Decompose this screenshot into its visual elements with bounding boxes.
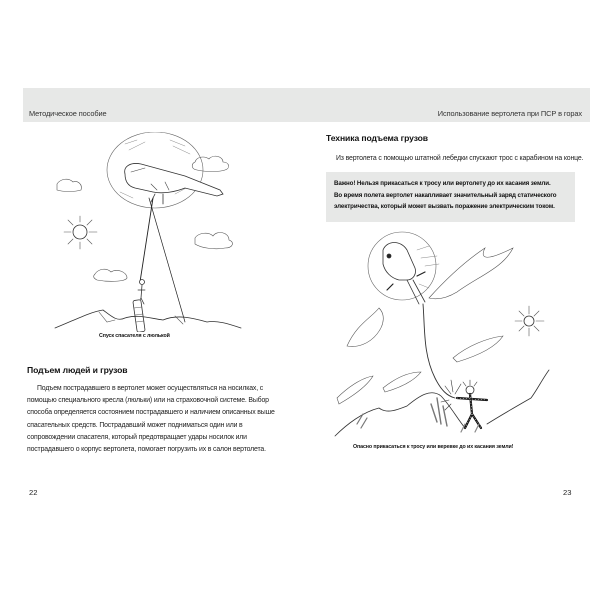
right-illustration-caption: Опасно прикасаться к тросу или веревке до их касания земли! bbox=[353, 444, 514, 450]
cloud bbox=[57, 179, 81, 191]
cloud bbox=[383, 372, 421, 392]
hoist-cable bbox=[140, 198, 153, 282]
cloud bbox=[453, 336, 503, 362]
helicopter-body bbox=[125, 163, 223, 196]
right-running-head: Использование вертолета при ПСР в горах bbox=[437, 109, 582, 118]
left-running-head: Методическое пособие bbox=[29, 109, 107, 118]
shocked-person-figure bbox=[457, 380, 487, 428]
cloud bbox=[195, 233, 232, 249]
mountains bbox=[335, 370, 549, 436]
sun-icon bbox=[515, 306, 544, 336]
mountains bbox=[55, 310, 241, 328]
warning-box bbox=[326, 172, 575, 222]
hoist-cable bbox=[423, 304, 455, 398]
left-illustration-caption: Спуск спасателя с люлькой bbox=[99, 333, 170, 339]
book-spread bbox=[23, 88, 590, 508]
right-section-title: Техника подъема грузов bbox=[326, 133, 428, 143]
cloud bbox=[192, 156, 228, 171]
left-body-paragraph: Подъем пострадавшего в вертолет может осуществляться на носилках, с помощью специального кресла (люльки) или на страховочной системе. Выбор способа определяется состоянием пострадавшего и наличием описанных выше спасательных средств. Пострадавший может подниматься один или в сопровождении спасателя, который предотвращает удары носилок или пострадавшего о корпус вертолета, помогает погрузить их в салон вертолета. bbox=[27, 385, 275, 454]
sun-icon bbox=[64, 216, 97, 249]
warning-line-2: Во время полета вертолет накапливает значительный заряд статического bbox=[334, 191, 557, 199]
page-number-left: 22 bbox=[29, 488, 38, 497]
helicopter-rescuer-descent-illustration bbox=[45, 132, 275, 332]
cloud bbox=[337, 376, 373, 404]
warning-line-1: Важно! Нельзя прикасаться к тросу или вертолету до их касания земли. bbox=[334, 180, 551, 187]
page-number-right: 23 bbox=[563, 488, 572, 497]
header-band bbox=[23, 88, 590, 122]
cloud bbox=[94, 269, 127, 281]
rescue-cradle bbox=[133, 300, 145, 332]
helicopter-body bbox=[383, 243, 416, 281]
warning-line-3: электричества, который может вызвать поражение электрическим током. bbox=[334, 203, 555, 210]
electric-shock-from-cable-illustration bbox=[327, 228, 567, 438]
left-section-title: Подъем людей и грузов bbox=[27, 365, 128, 375]
cloud bbox=[429, 248, 513, 299]
spark-icon bbox=[441, 380, 461, 410]
right-lead-text: Из вертолета с помощью штатной лебедки спускают трос с карабином на конце. bbox=[336, 155, 584, 162]
cloud bbox=[347, 308, 383, 347]
